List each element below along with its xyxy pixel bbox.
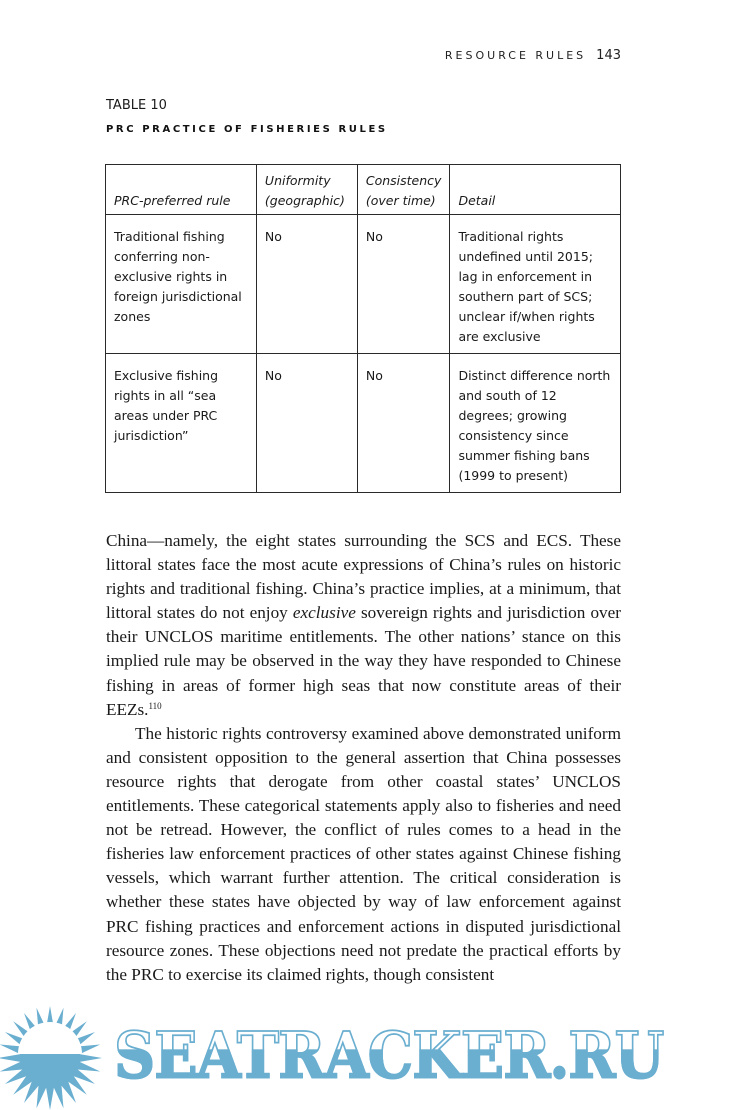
cell-consistency: No <box>357 354 450 493</box>
header-uniformity <box>256 165 357 215</box>
header-consistency <box>357 165 450 215</box>
sun-rays <box>0 1006 102 1110</box>
watermark-banner <box>0 1000 736 1110</box>
footnote-ref-110[interactable]: 110 <box>148 700 162 711</box>
paragraph-1 <box>106 529 621 722</box>
watermark-text: SEATRACKER.RU <box>114 1018 664 1094</box>
header-detail: Detail <box>450 165 621 215</box>
paragraph-2: The historic rights controversy examined above demonstrated uniform and consistent opposition to the general assertion that China possesses resource rights that derogate from other coastal states’ UNCLOS entitlements. These categorical statements apply also to fisheries and need not be retread. However, the conflict of rules comes to a head in the fisheries law enforcement practices of other states against Chinese fishing vessels, which warrant further attention. The critical consideration is whether these states have objected by way of law enforcement against PRC fishing practices and enforcement actions in disputed jurisdictional resource zones. These objections need not predate the practical efforts by the PRC to exercise its claimed rights, though consistent <box>106 723 621 984</box>
emphasis-exclusive: exclusive <box>292 603 356 623</box>
cell-detail: Traditional rights undefined until 2015; lag in enforcement in southern part of SCS; unclear if/when rights are exclusive <box>450 215 621 354</box>
cell-uniformity: No <box>256 354 357 493</box>
table-row <box>106 215 621 354</box>
paragraph-1-end: sovereign rights and jurisdiction over their UNCLOS maritime entitlements. The other nations’ stance on this implied rule may be observed in the way they have responded to Chinese fishing in areas of former high seas that now constitute areas of their EEZs. <box>106 603 622 719</box>
running-head <box>445 48 621 63</box>
cell-rule: Traditional fishing conferring non-exclusive rights in foreign jurisdictional zones <box>106 215 257 354</box>
cell-detail: Distinct difference north and south of 12 degrees; growing consistency since summer fishing bans (1999 to present) <box>450 354 621 493</box>
header-uniformity-text: Uniformity (geographic) <box>264 173 345 208</box>
body-text <box>106 529 621 987</box>
paragraph-1-start: China—namely, the eight states surrounding the SCS and ECS. These littoral states face the most acute expressions of China’s rules on historic rights and traditional fishing. China’s practice implies, at a minimum, that littoral states do not enjoy <box>106 531 621 623</box>
sun-upper-half <box>18 1022 82 1054</box>
table-row <box>106 354 621 493</box>
sun-over-sea-icon <box>0 1000 112 1110</box>
table-header-row <box>106 165 621 215</box>
cell-consistency: No <box>357 215 450 354</box>
table-label: TABLE 10 <box>106 98 167 113</box>
fisheries-rules-table <box>105 164 621 493</box>
header-consistency-text: Consistency (over time) <box>365 173 442 208</box>
running-head-section: RESOURCE RULES <box>444 49 587 62</box>
cell-rule: Exclusive fishing rights in all “sea areas under PRC jurisdiction” <box>106 354 257 493</box>
cell-uniformity: No <box>256 215 357 354</box>
header-rule: PRC-preferred rule <box>106 165 257 215</box>
table-title: PRC PRACTICE OF FISHERIES RULES <box>106 124 388 135</box>
page-number: 143 <box>596 48 621 63</box>
